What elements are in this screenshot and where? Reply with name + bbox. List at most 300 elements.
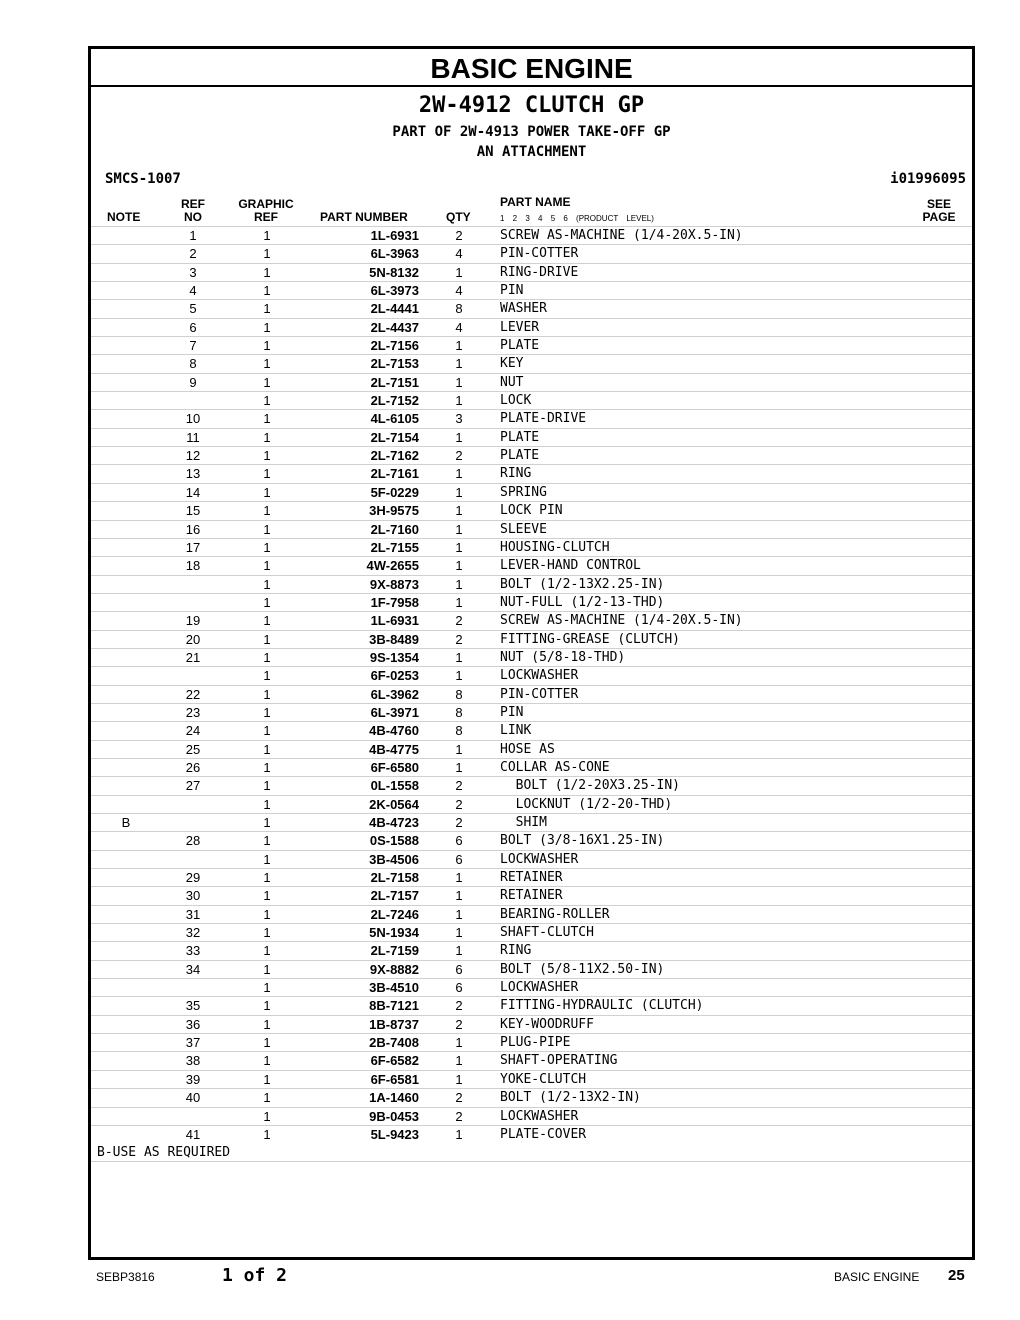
table-row	[91, 263, 972, 281]
cell-part-name: RING	[500, 943, 532, 959]
cell-part-name: PLATE	[500, 448, 540, 464]
cell-graphic-ref: 1	[263, 906, 271, 922]
cell-qty: 1	[455, 888, 463, 904]
cell-part-number: 2L-7153	[370, 356, 419, 372]
cell-qty: 2	[455, 1090, 463, 1106]
cell-graphic-ref: 1	[263, 301, 271, 317]
cell-qty: 2	[455, 631, 463, 647]
cell-graphic-ref: 1	[263, 925, 271, 941]
cell-part-number: 2K-0564	[369, 796, 419, 812]
cell-qty: 1	[455, 759, 463, 775]
cell-part-name: PIN	[500, 704, 524, 720]
cell-ref-no: 19	[185, 613, 201, 629]
cell-graphic-ref: 1	[263, 668, 271, 684]
cell-graphic-ref: 1	[263, 576, 271, 592]
cell-ref-no: 36	[185, 1016, 201, 1032]
table-row	[91, 685, 972, 703]
cell-ref-no: 15	[185, 503, 201, 519]
table-row	[91, 318, 972, 336]
cell-part-number: 3B-4506	[369, 851, 419, 867]
cell-part-name: KEY-WOODRUFF	[500, 1016, 594, 1032]
header-ref-line1: REF	[181, 197, 205, 211]
table-row	[91, 868, 972, 886]
cell-ref-no: 3	[189, 264, 197, 280]
cell-qty: 1	[455, 906, 463, 922]
table-row	[91, 611, 972, 629]
cell-part-name: FITTING-HYDRAULIC (CLUTCH)	[500, 998, 704, 1014]
section-title: BASIC ENGINE	[91, 49, 972, 87]
cell-ref-no: 16	[185, 521, 201, 537]
cell-ref-no: 28	[185, 833, 201, 849]
cell-part-number: 6L-3973	[370, 283, 419, 299]
cell-part-number: 3B-8489	[369, 631, 419, 647]
cell-ref-no: 20	[185, 631, 201, 647]
header-see-page	[911, 198, 967, 224]
cell-graphic-ref: 1	[263, 649, 271, 665]
table-row	[91, 501, 972, 519]
cell-part-number: 4B-4775	[369, 741, 419, 757]
cell-part-number: 0L-1558	[370, 778, 419, 794]
cell-graphic-ref: 1	[263, 741, 271, 757]
cell-graphic-ref: 1	[263, 686, 271, 702]
cell-graphic-ref: 1	[263, 888, 271, 904]
cell-qty: 1	[455, 558, 463, 574]
cell-ref-no: 24	[185, 723, 201, 739]
cell-part-name: RETAINER	[500, 888, 563, 904]
cell-part-number: 2L-7154	[370, 429, 419, 445]
cell-ref-no: 30	[185, 888, 201, 904]
table-row	[91, 409, 972, 427]
cell-ref-no: 18	[185, 558, 201, 574]
group-title: 2W-4912 CLUTCH GP	[418, 93, 645, 118]
table-row	[91, 813, 972, 831]
cell-qty: 4	[455, 319, 463, 335]
cell-qty: 4	[455, 283, 463, 299]
cell-qty: 2	[455, 1108, 463, 1124]
table-row	[91, 1070, 972, 1088]
table-row	[91, 299, 972, 317]
table-row	[91, 996, 972, 1014]
cell-part-number: 6L-3971	[370, 704, 419, 720]
table-row	[91, 758, 972, 776]
parts-table	[91, 226, 972, 1143]
cell-graphic-ref: 1	[263, 759, 271, 775]
cell-part-name: SLEEVE	[500, 521, 547, 537]
cell-part-number: 1L-6931	[370, 228, 419, 243]
cell-part-name: LEVER-HAND CONTROL	[500, 558, 641, 574]
cell-part-number: 4L-6105	[370, 411, 419, 427]
cell-ref-no: 27	[185, 778, 201, 794]
table-row	[91, 850, 972, 868]
cell-qty: 1	[455, 521, 463, 537]
cell-part-name: LOCK PIN	[500, 503, 563, 519]
cell-part-name: RETAINER	[500, 870, 563, 886]
cell-part-name: NUT (5/8-18-THD)	[500, 649, 626, 665]
cell-qty: 6	[455, 961, 463, 977]
cell-qty: 1	[455, 668, 463, 684]
cell-part-number: 2L-7155	[370, 539, 419, 555]
cell-ref-no: 40	[185, 1090, 201, 1106]
header-part-name: PART NAME	[500, 195, 571, 209]
cell-part-name: PLATE	[500, 338, 540, 354]
cell-part-number: 3B-4510	[369, 980, 419, 996]
cell-qty: 1	[455, 356, 463, 372]
cell-graphic-ref: 1	[263, 466, 271, 482]
cell-part-number: 4W-2655	[366, 558, 419, 574]
table-row	[91, 226, 972, 244]
cell-ref-no: 4	[189, 283, 197, 299]
cell-part-name: SHAFT-OPERATING	[500, 1053, 618, 1069]
cell-graphic-ref: 1	[263, 631, 271, 647]
table-row	[91, 1033, 972, 1051]
cell-part-number: 6F-6580	[370, 759, 419, 775]
cell-ref-no: 37	[185, 1035, 201, 1051]
cell-ref-no: 12	[185, 448, 201, 464]
cell-graphic-ref: 1	[263, 1071, 271, 1087]
cell-graphic-ref: 1	[263, 1016, 271, 1032]
cell-part-name: KEY	[500, 356, 524, 372]
table-row	[91, 941, 972, 959]
cell-graphic-ref: 1	[263, 796, 271, 812]
cell-ref-no: 13	[185, 466, 201, 482]
cell-graphic-ref: 1	[263, 356, 271, 372]
table-row	[91, 483, 972, 501]
cell-qty: 1	[455, 1053, 463, 1069]
cell-part-number: 2L-7156	[370, 338, 419, 354]
cell-ref-no: 39	[185, 1071, 201, 1087]
table-row	[91, 281, 972, 299]
cell-part-name: SCREW AS-MACHINE (1/4-20X.5-IN)	[500, 228, 743, 243]
cell-part-name: PLATE-COVER	[500, 1126, 587, 1142]
cell-part-number: 6F-6582	[370, 1053, 419, 1069]
table-row	[91, 831, 972, 849]
cell-qty: 2	[455, 613, 463, 629]
cell-qty: 6	[455, 833, 463, 849]
cell-qty: 1	[455, 264, 463, 280]
cell-ref-no: 29	[185, 870, 201, 886]
cell-ref-no: 41	[185, 1126, 201, 1142]
cell-part-number: 6F-0253	[370, 668, 419, 684]
cell-part-name: LOCKWASHER	[500, 851, 579, 867]
cell-graphic-ref: 1	[263, 594, 271, 610]
cell-graphic-ref: 1	[263, 980, 271, 996]
cell-part-number: 0S-1588	[369, 833, 419, 849]
cell-part-name: PLUG-PIPE	[500, 1035, 571, 1051]
cell-qty: 8	[455, 723, 463, 739]
cell-part-name: LOCKWASHER	[500, 1108, 579, 1124]
cell-qty: 1	[455, 393, 463, 409]
cell-graphic-ref: 1	[263, 723, 271, 739]
cell-qty: 4	[455, 246, 463, 262]
cell-part-name: LOCKWASHER	[500, 980, 579, 996]
cell-qty: 6	[455, 851, 463, 867]
cell-qty: 2	[455, 796, 463, 812]
cell-part-number: 8B-7121	[369, 998, 419, 1014]
cell-qty: 6	[455, 980, 463, 996]
cell-part-name: BOLT (1/2-20X3.25-IN)	[500, 778, 681, 794]
cell-qty: 1	[455, 338, 463, 354]
illustration-id: i01996095	[890, 171, 966, 187]
header-see-line2: PAGE	[922, 210, 956, 224]
cell-part-name: SHIM	[500, 815, 547, 830]
table-row	[91, 703, 972, 721]
cell-part-number: 9X-8882	[369, 961, 419, 977]
cell-qty: 1	[455, 1035, 463, 1051]
table-row	[91, 795, 972, 813]
smcs-code: SMCS-1007	[105, 171, 181, 187]
cell-ref-no: 5	[189, 301, 197, 317]
table-row	[91, 593, 972, 611]
cell-qty: 2	[455, 778, 463, 794]
cell-part-name: PLATE	[500, 429, 540, 445]
footer-page-number: 25	[948, 1267, 965, 1284]
cell-ref-no: 17	[185, 539, 201, 555]
cell-note: B	[121, 815, 131, 830]
cell-part-number: 6L-3963	[370, 246, 419, 262]
table-row	[91, 1088, 972, 1106]
footer-publication: SEBP3816	[96, 1270, 155, 1284]
cell-graphic-ref: 1	[263, 228, 271, 243]
table-row	[91, 244, 972, 262]
cell-part-number: 1F-7958	[370, 594, 419, 610]
table-row	[91, 520, 972, 538]
cell-qty: 1	[455, 870, 463, 886]
cell-ref-no: 7	[189, 338, 197, 354]
table-row	[91, 960, 972, 978]
footer-page-count: 1 of 2	[222, 1265, 288, 1286]
cell-graphic-ref: 1	[263, 704, 271, 720]
cell-qty: 3	[455, 411, 463, 427]
cell-part-name: LOCK	[500, 393, 532, 409]
cell-part-name: WASHER	[500, 301, 547, 317]
cell-part-number: 2L-7246	[370, 906, 419, 922]
cell-qty: 1	[455, 1071, 463, 1087]
table-row	[91, 556, 972, 574]
cell-part-name: FITTING-GREASE (CLUTCH)	[500, 631, 681, 647]
header-ref-line2: NO	[184, 210, 202, 224]
cell-graphic-ref: 1	[263, 429, 271, 445]
cell-part-number: 2L-7160	[370, 521, 419, 537]
cell-graphic-ref: 1	[263, 851, 271, 867]
cell-part-number: 2L-7157	[370, 888, 419, 904]
cell-part-number: 2L-7152	[370, 393, 419, 409]
cell-qty: 1	[455, 576, 463, 592]
cell-graphic-ref: 1	[263, 1108, 271, 1124]
table-row	[91, 575, 972, 593]
cell-part-name: COLLAR AS-CONE	[500, 759, 610, 775]
cell-qty: 1	[455, 741, 463, 757]
cell-graphic-ref: 1	[263, 1035, 271, 1051]
table-row	[91, 630, 972, 648]
cell-ref-no: 31	[185, 906, 201, 922]
table-row	[91, 978, 972, 996]
cell-graphic-ref: 1	[263, 778, 271, 794]
cell-graphic-ref: 1	[263, 833, 271, 849]
cell-part-number: 5F-0229	[370, 484, 419, 500]
header-graphic-ref	[233, 198, 299, 224]
cell-qty: 1	[455, 374, 463, 390]
table-row	[91, 446, 972, 464]
table-row	[91, 336, 972, 354]
cell-part-name: PLATE-DRIVE	[500, 411, 587, 427]
table-row	[91, 648, 972, 666]
cell-part-number: 2L-7158	[370, 870, 419, 886]
table-row	[91, 464, 972, 482]
cell-part-number: 2L-7162	[370, 448, 419, 464]
header-graphic-line1: GRAPHIC	[238, 197, 294, 211]
cell-ref-no: 26	[185, 759, 201, 775]
table-row	[91, 391, 972, 409]
cell-graphic-ref: 1	[263, 521, 271, 537]
cell-graphic-ref: 1	[263, 558, 271, 574]
table-row	[91, 538, 972, 556]
table-row	[91, 721, 972, 739]
cell-graphic-ref: 1	[263, 943, 271, 959]
cell-part-number: 6F-6581	[370, 1071, 419, 1087]
cell-part-number: 5N-8132	[369, 264, 419, 280]
footer-section: BASIC ENGINE	[834, 1270, 920, 1284]
cell-graphic-ref: 1	[263, 1126, 271, 1142]
table-row	[91, 666, 972, 684]
cell-qty: 8	[455, 704, 463, 720]
cell-part-name: RING-DRIVE	[500, 264, 579, 280]
cell-part-name: BOLT (1/2-13X2-IN)	[500, 1090, 641, 1106]
cell-part-name: LINK	[500, 723, 532, 739]
cell-ref-no: 22	[185, 686, 201, 702]
cell-graphic-ref: 1	[263, 338, 271, 354]
cell-qty: 8	[455, 686, 463, 702]
cell-part-name: PIN	[500, 283, 524, 299]
cell-qty: 2	[455, 998, 463, 1014]
table-row	[91, 886, 972, 904]
cell-part-number: 2B-7408	[369, 1035, 419, 1051]
cell-graphic-ref: 1	[263, 246, 271, 262]
cell-graphic-ref: 1	[263, 264, 271, 280]
cell-part-number: 2L-7161	[370, 466, 419, 482]
cell-ref-no: 35	[185, 998, 201, 1014]
cell-part-number: 2L-7159	[370, 943, 419, 959]
table-row	[91, 428, 972, 446]
header-ref-no	[179, 198, 207, 224]
table-row	[91, 1015, 972, 1033]
cell-graphic-ref: 1	[263, 1053, 271, 1069]
cell-part-number: 9S-1354	[369, 649, 419, 665]
cell-ref-no: 9	[189, 374, 197, 390]
cell-part-number: 5L-9423	[370, 1126, 419, 1142]
cell-part-number: 2L-7151	[370, 374, 419, 390]
cell-part-number: 2L-4441	[370, 301, 419, 317]
header-note: NOTE	[107, 210, 141, 224]
header-see-line1: SEE	[926, 197, 951, 211]
cell-part-name: BEARING-ROLLER	[500, 906, 610, 922]
cell-part-number: 4B-4723	[369, 815, 419, 830]
cell-qty: 1	[455, 1126, 463, 1142]
cell-part-number: 1B-8737	[369, 1016, 419, 1032]
notes-text: B-USE AS REQUIRED	[97, 1145, 231, 1160]
cell-ref-no: 21	[185, 649, 201, 665]
cell-part-name: LEVER	[500, 319, 540, 335]
header-graphic-line2: REF	[254, 210, 278, 224]
cell-ref-no: 14	[185, 484, 201, 500]
cell-graphic-ref: 1	[263, 870, 271, 886]
cell-ref-no: 38	[185, 1053, 201, 1069]
table-row	[91, 373, 972, 391]
cell-ref-no: 25	[185, 741, 201, 757]
cell-graphic-ref: 1	[263, 374, 271, 390]
cell-qty: 2	[455, 448, 463, 464]
table-row	[91, 1125, 972, 1143]
cell-part-name: BOLT (3/8-16X1.25-IN)	[500, 833, 665, 849]
cell-part-name: LOCKWASHER	[500, 668, 579, 684]
cell-ref-no: 33	[185, 943, 201, 959]
cell-graphic-ref: 1	[263, 319, 271, 335]
cell-ref-no: 6	[189, 319, 197, 335]
cell-part-name: SHAFT-CLUTCH	[500, 925, 594, 941]
cell-graphic-ref: 1	[263, 998, 271, 1014]
cell-ref-no: 11	[186, 429, 200, 445]
cell-graphic-ref: 1	[263, 393, 271, 409]
cell-part-number: 5N-1934	[369, 925, 419, 941]
cell-qty: 1	[455, 539, 463, 555]
cell-qty: 1	[455, 594, 463, 610]
cell-qty: 8	[455, 301, 463, 317]
cell-part-name: BOLT (1/2-13X2.25-IN)	[500, 576, 665, 592]
cell-ref-no: 8	[189, 356, 197, 372]
cell-qty: 1	[455, 466, 463, 482]
cell-ref-no: 23	[185, 704, 201, 720]
cell-part-name: YOKE-CLUTCH	[500, 1071, 587, 1087]
subtitle-part-of: PART OF 2W-4913 POWER TAKE-OFF GP	[392, 124, 671, 140]
notes-divider	[91, 1161, 972, 1162]
cell-qty: 1	[455, 503, 463, 519]
table-row	[91, 905, 972, 923]
cell-part-name: BOLT (5/8-11X2.50-IN)	[500, 961, 665, 977]
cell-part-name: SPRING	[500, 484, 547, 500]
cell-ref-no: 10	[185, 411, 201, 427]
cell-part-name: PIN-COTTER	[500, 686, 579, 702]
cell-part-name: RING	[500, 466, 532, 482]
cell-ref-no: 32	[185, 925, 201, 941]
cell-part-name: HOUSING-CLUTCH	[500, 539, 610, 555]
cell-graphic-ref: 1	[263, 448, 271, 464]
cell-qty: 1	[455, 429, 463, 445]
subtitle-attachment: AN ATTACHMENT	[476, 144, 587, 160]
header-qty: QTY	[446, 210, 471, 224]
cell-part-number: 9B-0453	[369, 1108, 419, 1124]
table-row	[91, 740, 972, 758]
cell-ref-no: 1	[189, 228, 197, 243]
table-row	[91, 923, 972, 941]
cell-graphic-ref: 1	[263, 539, 271, 555]
cell-part-name: NUT	[500, 374, 524, 390]
cell-graphic-ref: 1	[263, 411, 271, 427]
cell-part-name: SCREW AS-MACHINE (1/4-20X.5-IN)	[500, 613, 743, 629]
header-product-level: 1 2 3 4 5 6 (PRODUCT LEVEL)	[500, 214, 654, 223]
parts-list-frame	[88, 46, 975, 1260]
table-row	[91, 1107, 972, 1125]
cell-qty: 2	[455, 228, 463, 243]
cell-graphic-ref: 1	[263, 484, 271, 500]
cell-graphic-ref: 1	[263, 283, 271, 299]
cell-part-number: 1A-1460	[369, 1090, 419, 1106]
cell-ref-no: 34	[185, 961, 201, 977]
table-row	[91, 776, 972, 794]
cell-part-number: 4B-4760	[369, 723, 419, 739]
cell-ref-no: 2	[189, 246, 197, 262]
cell-graphic-ref: 1	[263, 1090, 271, 1106]
cell-part-name: LOCKNUT (1/2-20-THD)	[500, 796, 673, 812]
cell-part-name: PIN-COTTER	[500, 246, 579, 262]
